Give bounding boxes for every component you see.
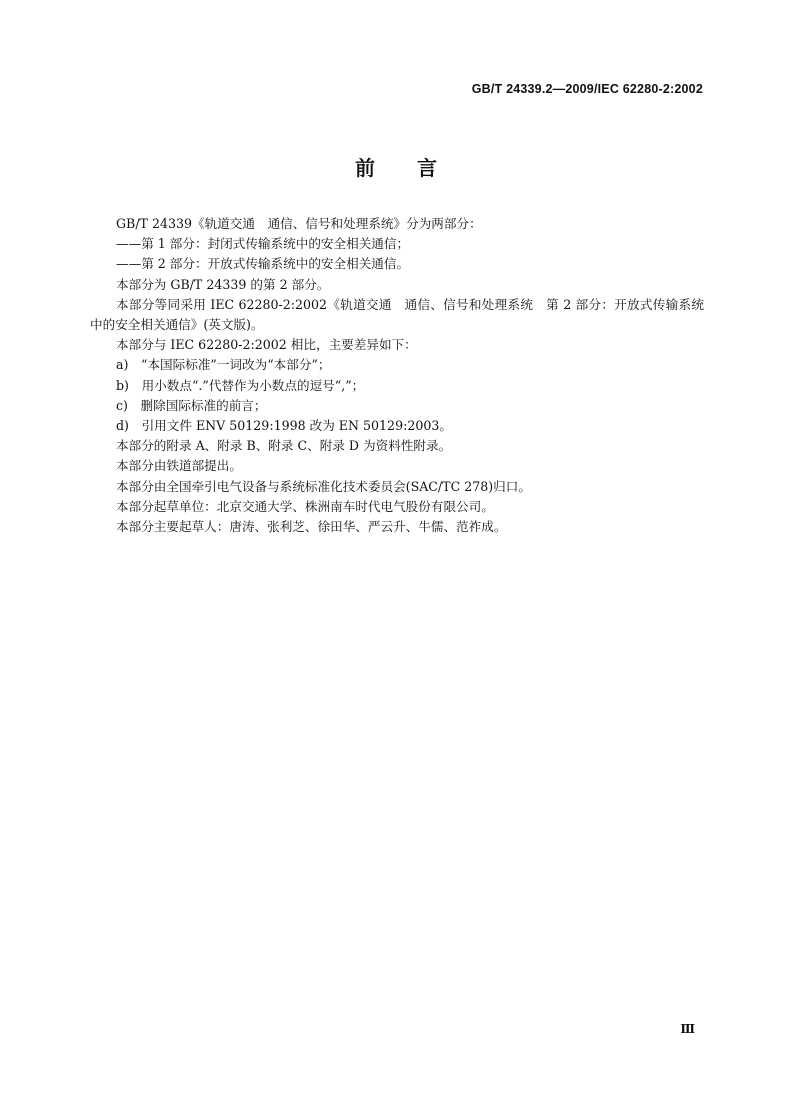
page-number: Ⅲ <box>680 1022 694 1036</box>
paragraph-1: GB/T 24339《轨道交通 通信、信号和处理系统》分为两部分： <box>116 216 482 231</box>
paragraph-3: 本部分等同采用 IEC 62280-2:2002《轨道交通 通信、信号和处理系统 第 2 部分：开放式传输系统中的安全相关通信》(英文版)。 <box>90 296 704 333</box>
list-item-a: a) “本国际标准”一词改为“本部分”； <box>116 357 331 373</box>
foreword-body <box>90 214 704 537</box>
list-item-d: d) 引用文件 ENV 50129:1998 改为 EN 50129:2003。 <box>116 418 452 434</box>
paragraph-2: 本部分为 GB/T 24339 的第 2 部分。 <box>116 276 330 292</box>
list-item-b: b) 用小数点“.”代替作为小数点的逗号“,”； <box>116 377 365 393</box>
paragraph-7: 本部分由全国牵引电气设备与系统标准化技术委员会(SAC/TC 278)归口。 <box>116 478 531 494</box>
list-item-part-2: ——第 2 部分：开放式传输系统中的安全相关通信。 <box>116 256 410 272</box>
standard-code: GB/T 24339.2—2009/IEC 62280-2:2002 <box>471 82 703 96</box>
paragraph-9: 本部分主要起草人：唐涛、张利芝、徐田华、严云升、牛儒、范祚成。 <box>116 519 507 535</box>
paragraph-8: 本部分起草单位：北京交通大学、株洲南车时代电气股份有限公司。 <box>116 498 494 514</box>
paragraph-6: 本部分由铁道部提出。 <box>116 458 242 474</box>
page-title: 前言 <box>355 156 479 180</box>
paragraph-5: 本部分的附录 A、附录 B、附录 C、附录 D 为资料性附录。 <box>116 438 452 454</box>
paragraph-4: 本部分与 IEC 62280-2:2002 相比，主要差异如下： <box>116 337 417 353</box>
list-item-c: c) 删除国际标准的前言； <box>116 397 267 413</box>
list-item-part-1: ——第 1 部分：封闭式传输系统中的安全相关通信； <box>116 236 410 252</box>
